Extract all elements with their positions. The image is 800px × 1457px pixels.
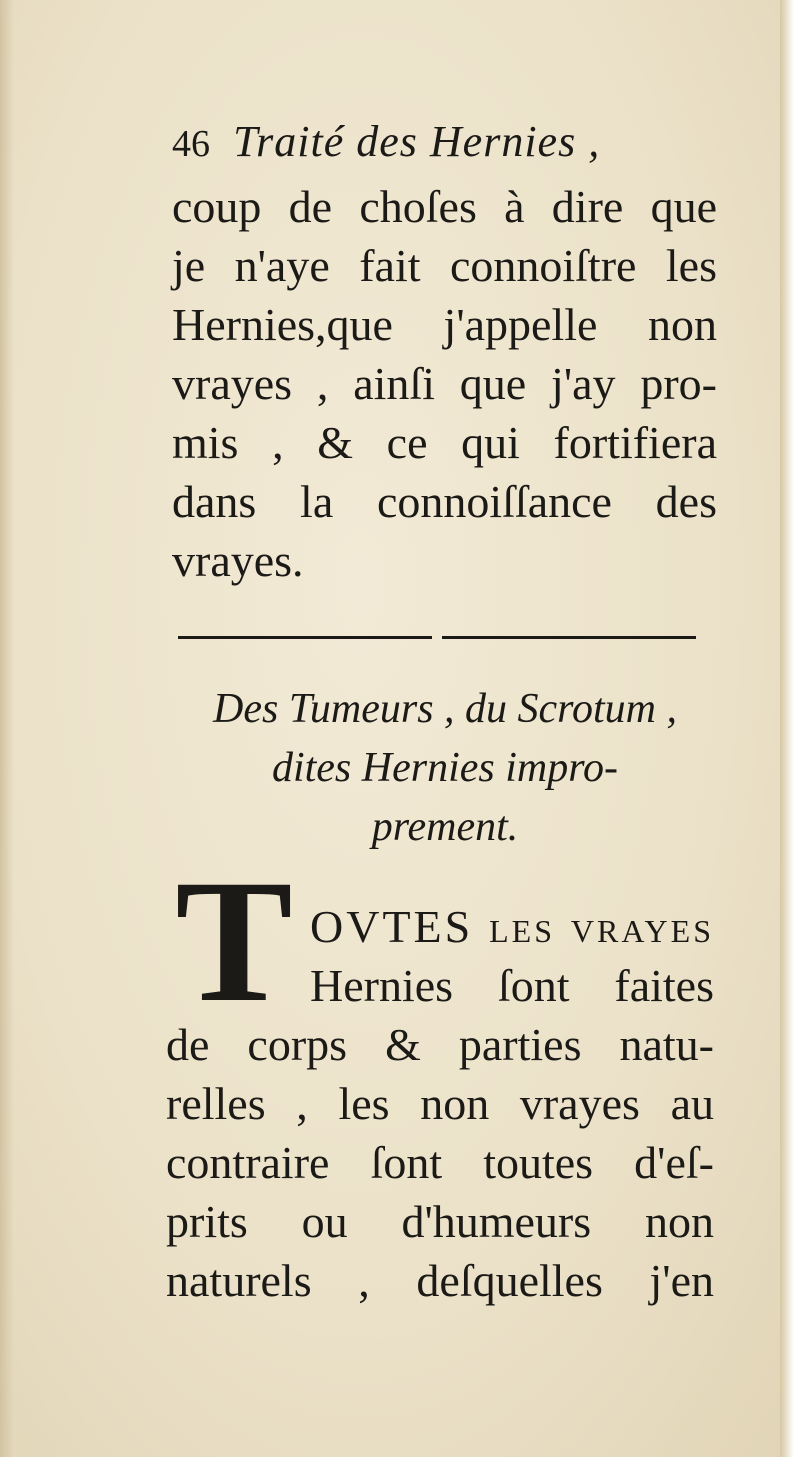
text-line: naturels , deſquelles j'en (166, 1255, 714, 1306)
drop-cap-letter: T (175, 844, 293, 1039)
text-line: je n'aye fait connoiſtre les (172, 240, 717, 291)
text-line: contraire ſont toutes d'eſ- (166, 1137, 714, 1188)
text-line: Hernies ſont faites (310, 960, 714, 1011)
text-line: de corps & parties natu- (166, 1019, 714, 1070)
text-line: coup de choſes à dire que (172, 181, 717, 232)
text-line: vrayes , ainſi que j'ay pro- (172, 358, 717, 409)
heading-line: prement. (371, 804, 519, 850)
running-title: Traité des Hernies , (233, 117, 601, 166)
text-line: mis , & ce qui fortifiera (172, 417, 717, 468)
text-line: Hernies,que j'appelle non (172, 299, 717, 350)
section-paragraph (166, 1015, 714, 1310)
section-opening-lines (310, 897, 714, 1015)
heading-line: Des Tumeurs , du Scrotum , (213, 686, 677, 732)
continued-paragraph (172, 177, 717, 590)
section-heading (150, 680, 740, 857)
page-number: 46 (172, 123, 210, 165)
page-shadow-left (0, 0, 14, 1457)
heading-line: dites Hernies impro- (271, 745, 619, 791)
running-head (172, 112, 600, 172)
text-line: dans la connoiſſance des (172, 476, 717, 527)
text-line: vrayes. (172, 535, 304, 586)
section-divider-right (442, 636, 696, 639)
section-divider-left (178, 636, 432, 639)
page-edge-right (780, 0, 800, 1457)
text-line: OVTES les vrayes (310, 901, 714, 952)
text-line: prits ou d'humeurs non (166, 1196, 714, 1247)
text-line: relles , les non vrayes au (166, 1078, 714, 1129)
